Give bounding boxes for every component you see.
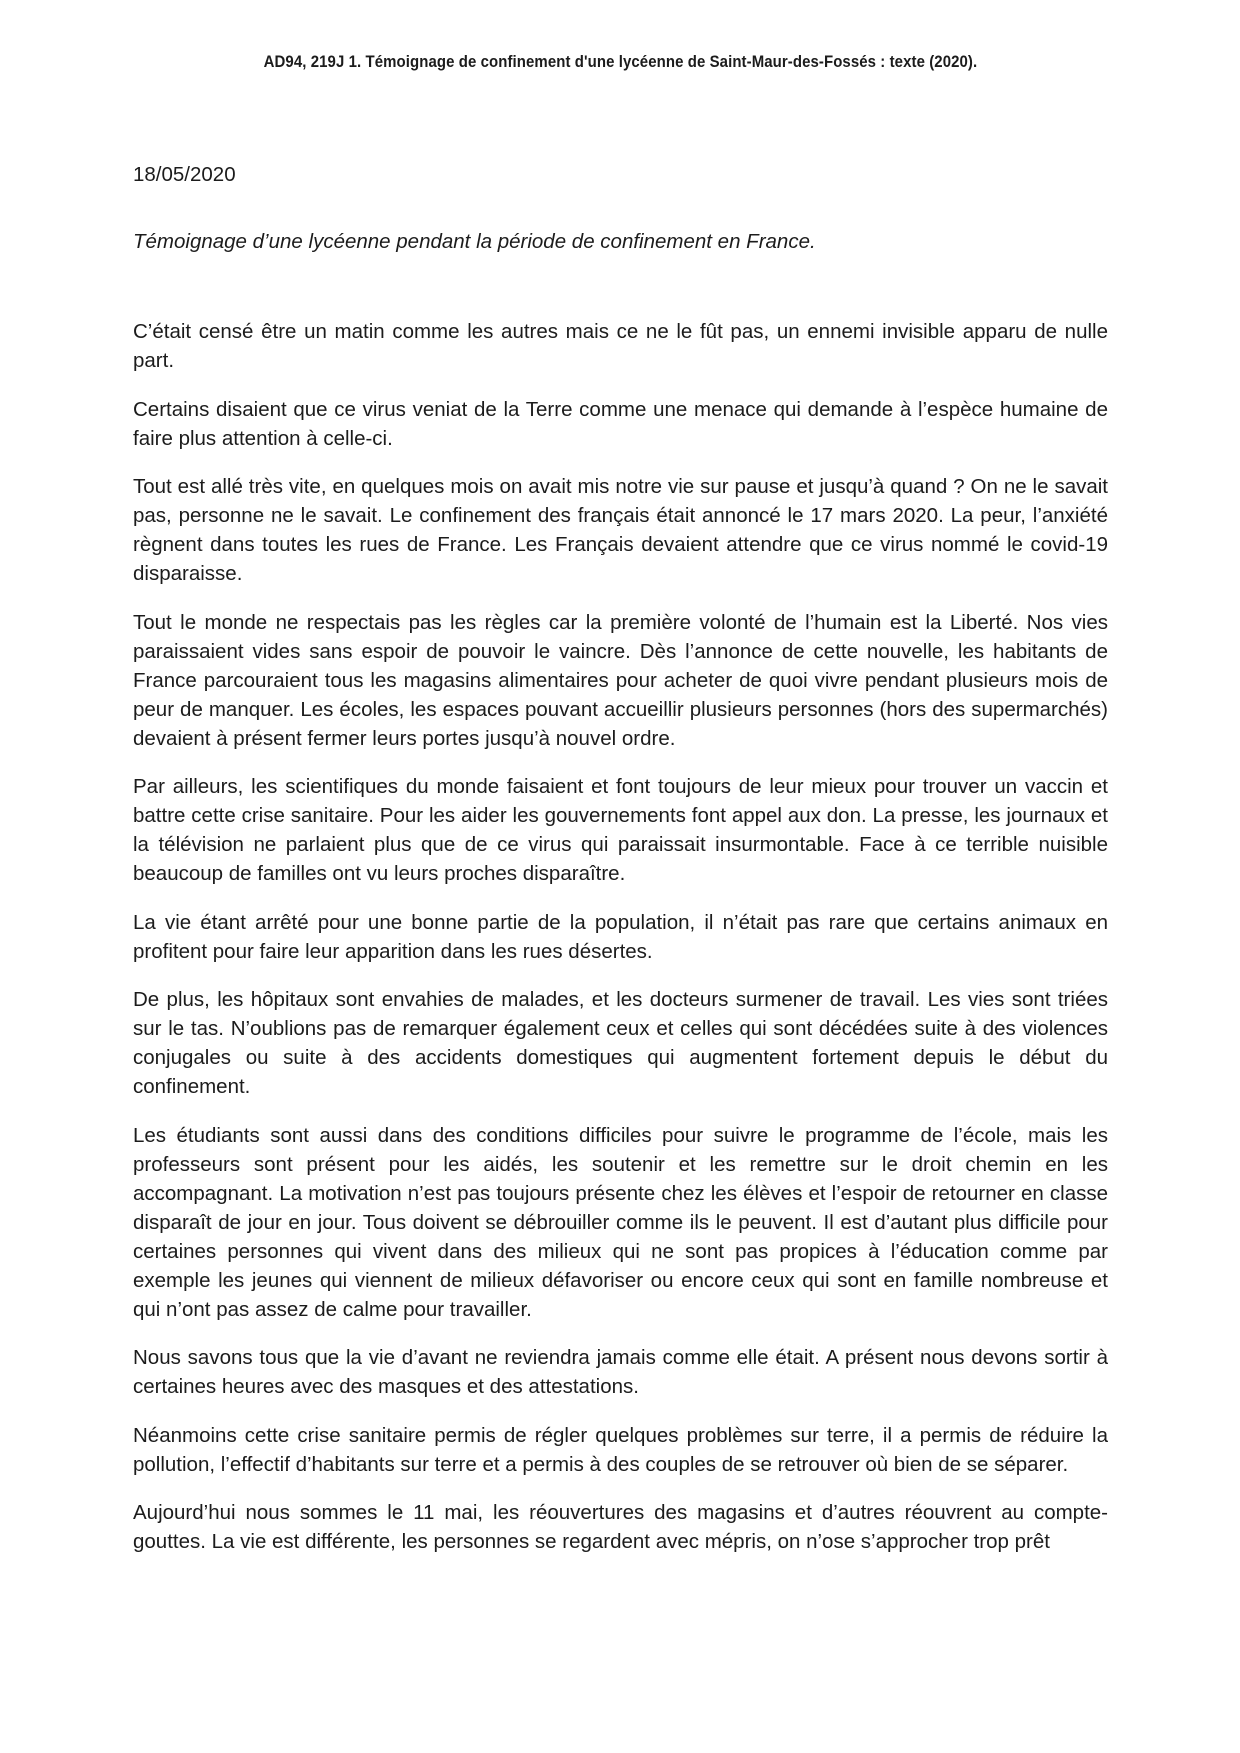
paragraph: Par ailleurs, les scientifiques du monde faisaient et font toujours de leur mieux pour trouver un vaccin et battre cette crise sanitaire. Pour les aider les gouvernements font appel aux don. La presse, les journaux et la télévision ne parlaient plus que de ce virus qui paraissait insurmontable. Face à ce terrible nuisible beaucoup de familles ont vu leurs proches disparaître. <box>133 775 1108 885</box>
archive-reference-header <box>0 0 1240 72</box>
paragraph: Aujourd’hui nous sommes le 11 mai, les réouvertures des magasins et d’autres réouvrent au compte-gouttes. La vie est différente, les personnes se regardent avec mépris, on n’ose s’approcher trop prêt <box>133 1501 1108 1553</box>
document-date: 18/05/2020 <box>133 163 236 186</box>
paragraph: Les étudiants sont aussi dans des conditions difficiles pour suivre le programme de l’école, mais les professeurs sont présent pour les aidés, les soutenir et les remettre sur le droit chemin en les accompagnant. La motivation n’est pas toujours présente chez les élèves et l’espoir de retourner en classe disparaît de jour en jour. Tous doivent se débrouiller comme ils le peuvent. Il est d’autant plus difficile pour certaines personnes qui vivent dans des milieux qui ne sont pas propices à l’éducation comme par exemple les jeunes qui viennent de milieux défavoriser ou encore ceux qui sont en famille nombreuse et qui n’ont pas assez de calme pour travailler. <box>133 1123 1108 1321</box>
paragraph: C’était censé être un matin comme les autres mais ce ne le fût pas, un ennemi invisible apparu de nulle part. <box>133 320 1108 372</box>
document-body <box>0 160 1240 1556</box>
paragraph: Certains disaient que ce virus veniat de la Terre comme une menace qui demande à l’espèce humaine de faire plus attention à celle-ci. <box>133 397 1108 450</box>
paragraph: Nous savons tous que la vie d’avant ne reviendra jamais comme elle était. A présent nous devons sortir à certaines heures avec des masques et des attestations. <box>133 1346 1108 1398</box>
document-title: Témoignage d’une lycéenne pendant la période de confinement en France. <box>133 230 816 253</box>
archive-reference-text: AD94, 219J 1. Témoignage de confinement d'une lycéenne de Saint-Maur-des-Fossés : texte (2020). <box>263 52 977 71</box>
paragraph: Tout est allé très vite, en quelques mois on avait mis notre vie sur pause et jusqu’à quand ? On ne le savait pas, personne ne le savait. Le confinement des français était annoncé le 17 mars 2020. La peur, l’anxiété règnent dans toutes les rues de France. Les Français devaient attendre que ce virus nommé le covid-19 disparaisse. <box>133 475 1108 585</box>
paragraph: Tout le monde ne respectais pas les règles car la première volonté de l’humain est la Liberté. Nos vies paraissaient vides sans espoir de pouvoir le vaincre. Dès l’annonce de cette nouvelle, les habitants de France parcouraient tous les magasins alimentaires pour acheter de quoi vivre pendant plusieurs mois de peur de manquer. Les écoles, les espaces pouvant accueillir plusieurs personnes (hors des supermarchés) devaient à présent fermer leurs portes jusqu’à nouvel ordre. <box>133 610 1108 750</box>
paragraph: De plus, les hôpitaux sont envahies de malades, et les docteurs surmener de travail. Les vies sont triées sur le tas. N’oublions pas de remarquer également ceux et celles qui sont décédées suite à des violences conjugales ou suite à des accidents domestiques qui augmentent fortement depuis le début du confinement. <box>133 988 1108 1098</box>
paragraph: La vie étant arrêté pour une bonne partie de la population, il n’était pas rare que certains animaux en profitent pour faire leur apparition dans les rues désertes. <box>133 910 1108 963</box>
paragraph: Néanmoins cette crise sanitaire permis de régler quelques problèmes sur terre, il a permis de réduire la pollution, l’effectif d’habitants sur terre et a permis à des couples de se retrouver où bien de se séparer. <box>133 1423 1108 1476</box>
